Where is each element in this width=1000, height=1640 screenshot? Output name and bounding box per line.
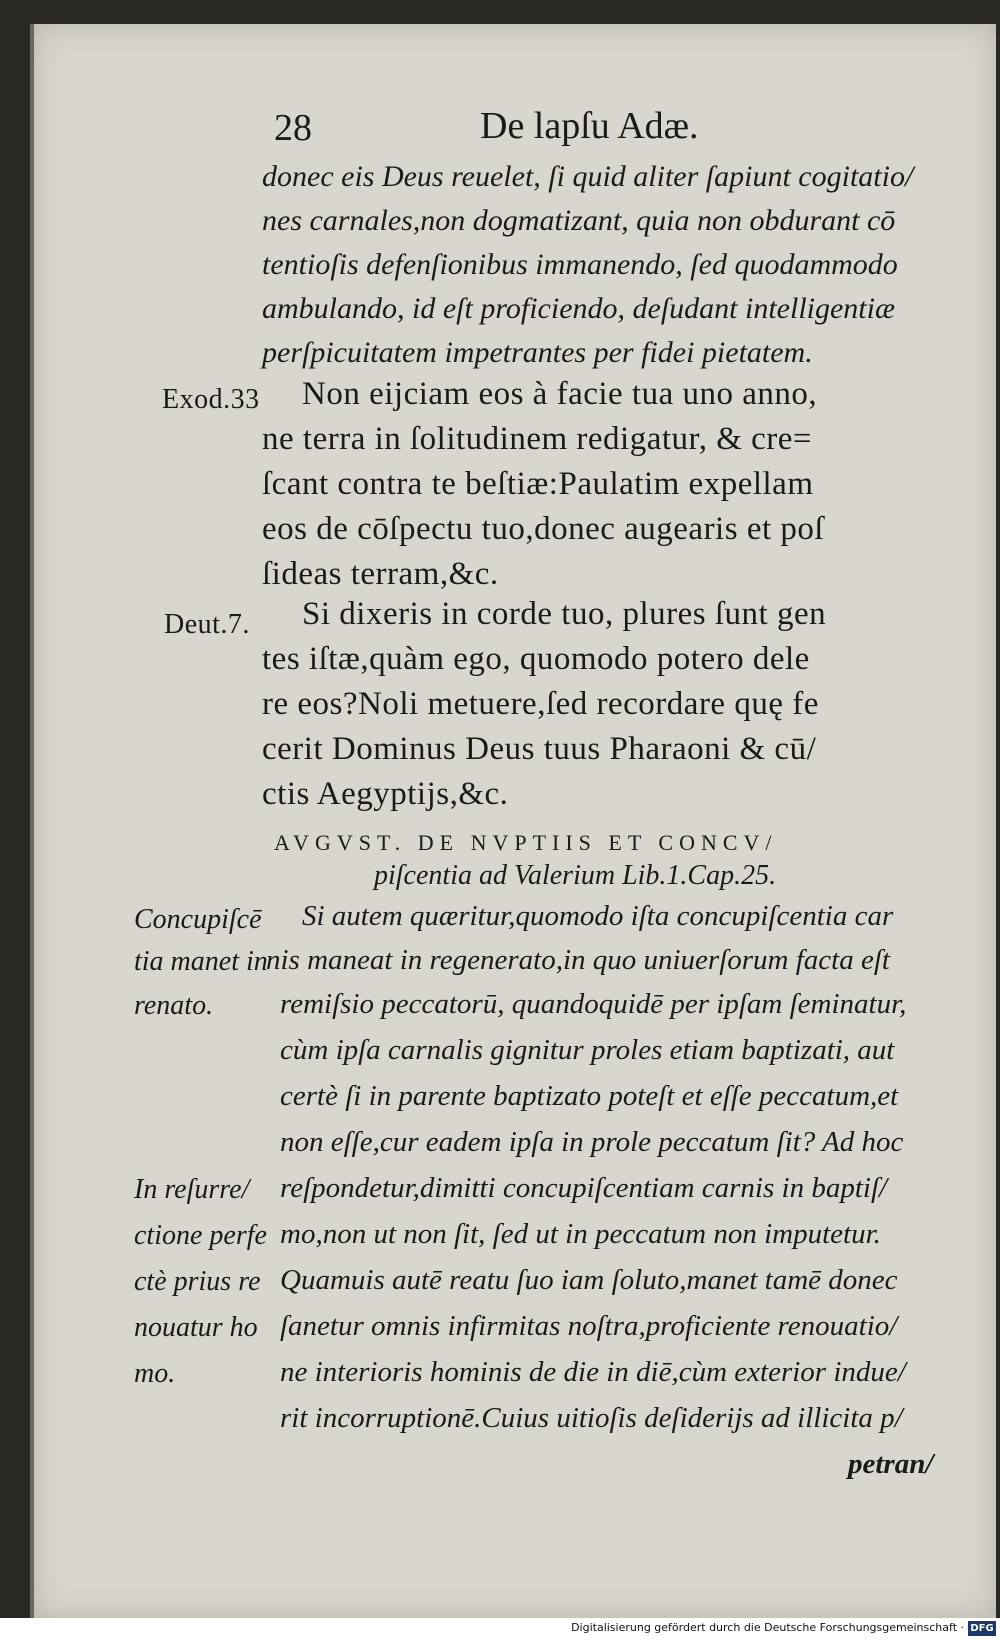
text-line: ſcant contra te beſtiæ:Paulatim expellam: [262, 466, 814, 502]
text-line: donec eis Deus reuelet, ſi quid aliter ſapiunt cogitatio/: [262, 160, 914, 193]
text-line: nes carnales,non dogmatizant, quia non obdurant cō: [262, 204, 896, 237]
margin-note-line: nouatur ho: [134, 1312, 258, 1343]
text-line: Si dixeris in corde tuo, plures ſunt gen: [302, 596, 827, 632]
text-line: rit incorruptionē.Cuius uitioſis deſiderijs ad illicita p/: [280, 1402, 903, 1434]
margin-note-line: tia manet in: [134, 946, 268, 977]
text-line: ne interioris hominis de die in diē,cùm exterior indue/: [280, 1356, 906, 1388]
text-line: eos de cōſpectu tuo,donec augearis et poſ: [262, 511, 825, 547]
footer-credit: Digitalisierung gefördert durch die Deutsche Forschungsgemeinschaft ·: [571, 1621, 964, 1634]
text-line: perſpicuitatem impetrantes per fidei pietatem.: [262, 336, 813, 369]
margin-note-line: ctione perfe: [134, 1220, 267, 1251]
dfg-logo-icon: DFG: [968, 1621, 996, 1636]
text-line: ſanetur omnis infirmitas noſtra,proficiente renouatio/: [280, 1310, 898, 1342]
text-line: re eos?Noli metuere,ſed recordare quę fe: [262, 686, 819, 722]
text-line: remiſsio peccatorū, quandoquidē per ipſam ſeminatur,: [280, 988, 907, 1020]
section-heading-sub: piſcentia ad Valerium Lib.1.Cap.25.: [374, 860, 777, 891]
text-line: ſideas terram,&c.: [262, 556, 499, 592]
page-number: 28: [274, 107, 312, 149]
margin-note-line: ctè prius re: [134, 1266, 261, 1297]
margin-note-line: renato.: [134, 990, 214, 1021]
footer-bar: [0, 1618, 1000, 1640]
text-line: Quamuis autē reatu ſuo iam ſoluto,manet tamē donec: [280, 1264, 898, 1296]
margin-note-deut: Deut.7.: [164, 609, 250, 640]
book-page: [30, 24, 996, 1618]
text-line: ne terra in ſolitudinem redigatur, & cre=: [262, 421, 813, 457]
text-line: Si autem quæritur,quomodo iſta concupiſcentia car: [302, 900, 894, 932]
margin-note-line: mo.: [134, 1358, 176, 1389]
section-heading: AVGVST. DE NVPTIIS ET CONCV/: [274, 830, 778, 855]
text-line: certè ſi in parente baptizato poteſt et eſſe peccatum,et: [280, 1080, 899, 1112]
text-line: Non eijciam eos à facie tua uno anno,: [302, 376, 818, 412]
text-line: cùm ipſa carnalis gignitur proles etiam baptizati, aut: [280, 1034, 895, 1066]
margin-note-line: Concupiſcē: [134, 904, 262, 935]
running-title: De lapſu Adæ.: [480, 105, 699, 147]
catchword: petran/: [848, 1448, 934, 1480]
margin-note-exod: Exod.33: [162, 384, 260, 415]
text-line: ambulando, id eſt proficiendo, deſudant intelligentiæ: [262, 292, 895, 325]
text-line: non eſſe,cur eadem ipſa in prole peccatum ſit? Ad hoc: [280, 1126, 904, 1158]
margin-note-line: In reſurre/: [134, 1174, 250, 1205]
page-header: [274, 106, 774, 156]
text-line: cerit Dominus Deus tuus Pharaoni & cū/: [262, 731, 817, 767]
text-line: mo,non ut non ſit, ſed ut in peccatum non imputetur.: [280, 1218, 881, 1250]
text-line: tentioſis defenſionibus immanendo, ſed quodammodo: [262, 248, 898, 281]
text-line: tes iſtæ,quàm ego, quomodo potero dele: [262, 641, 810, 677]
text-line: nis maneat in regenerato,in quo uniuerſorum facta eſt: [266, 944, 890, 976]
text-line: ctis Aegyptijs,&c.: [262, 776, 509, 812]
text-line: reſpondetur,dimitti concupiſcentiam carnis in baptiſ/: [280, 1172, 888, 1204]
